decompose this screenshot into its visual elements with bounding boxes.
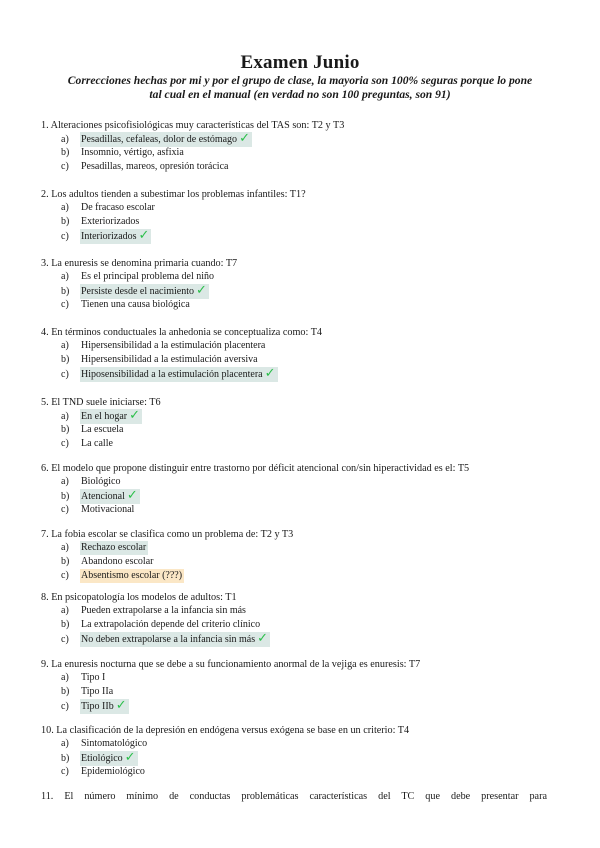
question-1-option-b [61, 146, 186, 160]
question-7-option-a [61, 541, 148, 555]
question-2-option-a [61, 201, 157, 215]
option-text: Es el principal problema del niño [81, 271, 215, 282]
question-1-text: 1. Alteraciones psicofisiológicas muy características del TAS son: T2 y T3 [41, 120, 345, 131]
question-4-option-b [61, 353, 260, 367]
page-title: Examen Junio [240, 52, 360, 73]
question-9-option-c [61, 699, 129, 713]
option-text: Absentismo escolar (???) [81, 570, 183, 581]
question-11-partial: 11. El número mínimo de conductas problemáticas características del TC que debe presentar para [41, 791, 547, 802]
option-text: Biológico [81, 476, 121, 487]
option-text: De fracaso escolar [81, 202, 155, 213]
option-letter: c) [61, 504, 69, 515]
option-letter: c) [61, 299, 69, 310]
question-7-text: 7. La fobia escolar se clasifica como un problema de: T2 y T3 [41, 529, 294, 540]
check-icon: ✓ [129, 408, 140, 423]
option-letter: a) [61, 605, 69, 616]
question-3-text: 3. La enuresis se denomina primaria cuando: T7 [41, 258, 238, 269]
question-7-option-b [61, 555, 155, 569]
option-text: No deben extrapolarse a la infancia sin más ✓ [81, 631, 269, 646]
option-letter: a) [61, 202, 69, 213]
question-8-option-b [61, 618, 262, 632]
option-text: Motivacional [81, 504, 135, 515]
subtitle-line-1: Correcciones hechas por mi y por el grupo de clase, la mayoria son 100% seguras porque lo pone [67, 74, 533, 87]
option-letter: a) [61, 542, 69, 553]
option-letter: c) [61, 231, 69, 242]
question-9-text: 9. La enuresis nocturna que se debe a su funcionamiento anormal de la vejiga es enuresis: T7 [41, 659, 421, 670]
question-5-option-b [61, 423, 125, 437]
option-letter: c) [61, 701, 69, 712]
question-3-option-a [61, 270, 216, 284]
question-4-option-a [61, 339, 267, 353]
subtitle-line-2: tal cual en el manual (en verdad no son 100 preguntas, son 91) [149, 88, 451, 101]
option-letter: b) [61, 286, 70, 297]
check-icon: ✓ [126, 488, 138, 503]
question-8-option-c [61, 632, 270, 646]
check-icon: ✓ [124, 750, 136, 765]
question-6-option-c [61, 503, 136, 517]
option-text: Etiológico ✓ [81, 750, 136, 765]
option-text: Pueden extrapolarse a la infancia sin más [81, 605, 246, 616]
question-4-option-c [61, 367, 278, 381]
question-2-option-b [61, 215, 141, 229]
question-1-option-c [61, 160, 230, 174]
option-letter: a) [61, 411, 69, 422]
question-6-text: 6. El modelo que propone distinguir entre trastorno por déficit atencional con/sin hiperactividad es el: T5 [41, 463, 470, 474]
option-text: Insomnio, vértigo, asfixia [81, 147, 184, 158]
question-9-option-a [61, 671, 107, 685]
question-5-option-a [61, 409, 142, 423]
option-letter: b) [61, 686, 70, 697]
question-5-option-c [61, 437, 115, 451]
option-text: Pesadillas, mareos, opresión torácica [81, 161, 229, 172]
question-5-text: 5. El TND suele iniciarse: T6 [41, 397, 161, 408]
option-text: Pesadillas, cefaleas, dolor de estómago ✓ [81, 131, 250, 146]
option-text: Tienen una causa biológica [81, 299, 190, 310]
option-letter: c) [61, 369, 69, 380]
option-letter: c) [61, 766, 69, 777]
option-letter: b) [61, 147, 70, 158]
question-6-option-b [61, 489, 140, 503]
option-letter: b) [61, 354, 70, 365]
page-subtitle [58, 74, 542, 102]
option-text: Tipo IIa [81, 686, 114, 697]
question-8-text: 8. En psicopatología los modelos de adultos: T1 [41, 592, 237, 603]
option-text: Rechazo escolar [81, 542, 147, 553]
check-icon: ✓ [115, 698, 127, 713]
option-letter: c) [61, 438, 69, 449]
check-icon: ✓ [264, 366, 276, 381]
option-letter: a) [61, 340, 69, 351]
question-8-option-a [61, 604, 248, 618]
question-3-option-b [61, 284, 209, 298]
option-text: En el hogar ✓ [81, 408, 140, 423]
option-letter: b) [61, 491, 70, 502]
option-letter: b) [61, 556, 70, 567]
option-text: Tipo IIb ✓ [81, 698, 127, 713]
question-9-option-b [61, 685, 115, 699]
option-letter: a) [61, 271, 69, 282]
question-2-option-c [61, 229, 151, 243]
question-10-option-c [61, 765, 147, 779]
question-4-text: 4. En términos conductuales la anhedonia se conceptualiza como: T4 [41, 327, 323, 338]
option-letter: b) [61, 619, 70, 630]
option-letter: b) [61, 753, 70, 764]
option-letter: b) [61, 216, 70, 227]
option-text: Hiposensibilidad a la estimulación placentera ✓ [81, 366, 276, 381]
check-icon: ✓ [196, 283, 207, 298]
option-text: La calle [81, 438, 113, 449]
option-letter: b) [61, 424, 70, 435]
option-letter: c) [61, 570, 69, 581]
option-text: Abandono escolar [81, 556, 154, 567]
option-text: Hipersensibilidad a la estimulación placentera [81, 340, 266, 351]
option-text: Hipersensibilidad a la estimulación aversiva [81, 354, 258, 365]
question-10-text: 10. La clasificación de la depresión en endógena versus exógena se base en un criterio: T4 [41, 725, 410, 736]
option-text: Persiste desde el nacimiento ✓ [81, 283, 207, 298]
option-text: Exteriorizados [81, 216, 140, 227]
question-7-option-c [61, 569, 184, 583]
question-1-option-a [61, 132, 252, 146]
check-icon: ✓ [257, 631, 269, 646]
option-text: La extrapolación depende del criterio clínico [81, 619, 261, 630]
question-10-option-b [61, 751, 138, 765]
option-text: Tipo I [81, 672, 106, 683]
option-text: Sintomatológico [81, 738, 148, 749]
option-letter: a) [61, 672, 69, 683]
option-letter: a) [61, 476, 69, 487]
option-letter: c) [61, 634, 69, 645]
option-letter: c) [61, 161, 69, 172]
check-icon: ✓ [239, 131, 250, 146]
question-6-option-a [61, 475, 122, 489]
question-3-option-c [61, 298, 192, 312]
question-2-text: 2. Los adultos tienden a subestimar los problemas infantiles: T1? [41, 189, 306, 200]
option-text: La escuela [81, 424, 124, 435]
option-letter: a) [61, 134, 69, 145]
option-text: Interiorizados ✓ [81, 228, 150, 243]
question-10-option-a [61, 737, 149, 751]
option-letter: a) [61, 738, 69, 749]
option-text: Atencional ✓ [81, 488, 138, 503]
option-text: Epidemiológico [81, 766, 145, 777]
check-icon: ✓ [138, 228, 150, 243]
